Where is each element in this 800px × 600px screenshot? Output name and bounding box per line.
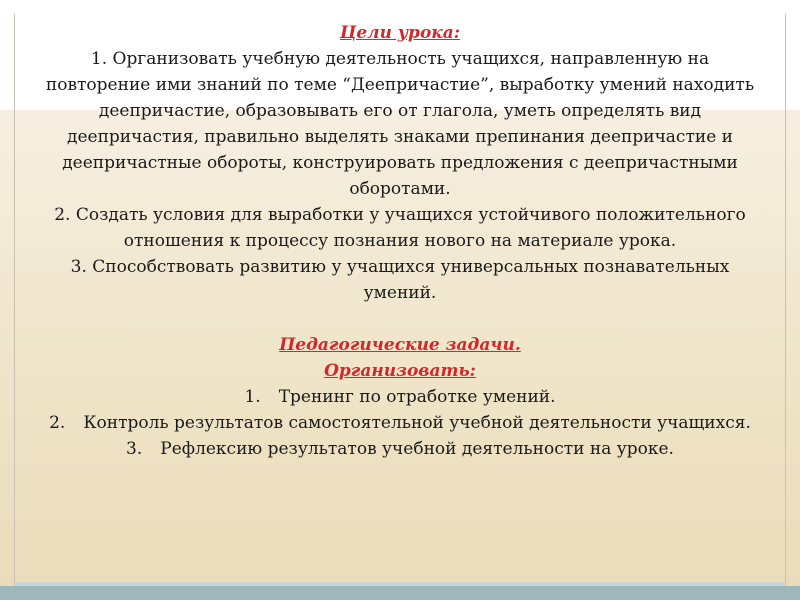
list-item (40, 436, 760, 462)
goals-heading: Цели урока: (339, 23, 461, 43)
tasks-list (40, 384, 760, 462)
list-item-text: Тренинг по отработке умений. (278, 387, 556, 407)
list-item-number: 2. (49, 413, 66, 433)
tasks-subheading: Организовать: (324, 361, 476, 381)
list-item (40, 384, 760, 410)
list-item-number: 1. (244, 387, 261, 407)
list-item (40, 410, 760, 436)
tasks-heading: Педагогические задачи. (279, 335, 521, 355)
goal-paragraph-2: 2. Создать условия для выработки у учащихся устойчивого положительного отношения к процессу познания нового на материале урока. (54, 205, 746, 251)
spacer (40, 306, 760, 332)
list-item-text: Рефлексию результатов учебной деятельности на уроке. (160, 439, 674, 459)
bottom-band (0, 586, 800, 600)
list-item-text: Контроль результатов самостоятельной учебной деятельности учащихся. (83, 413, 751, 433)
goal-paragraph-3: 3. Способствовать развитию у учащихся универсальных познавательных умений. (70, 257, 730, 303)
goal-paragraph-1: 1. Организовать учебную деятельность учащихся, направленную на повторение ими знаний по теме “Деепричастие”, выработку умений находить деепричастие, образовывать его от глагола, уметь определять вид деепричастия, правильно выделять знаками препинания деепричастие и деепричастные обороты, конструировать предложения с деепричастными оборотами. (45, 49, 755, 199)
slide-content (40, 20, 760, 462)
list-item-number: 3. (126, 439, 143, 459)
